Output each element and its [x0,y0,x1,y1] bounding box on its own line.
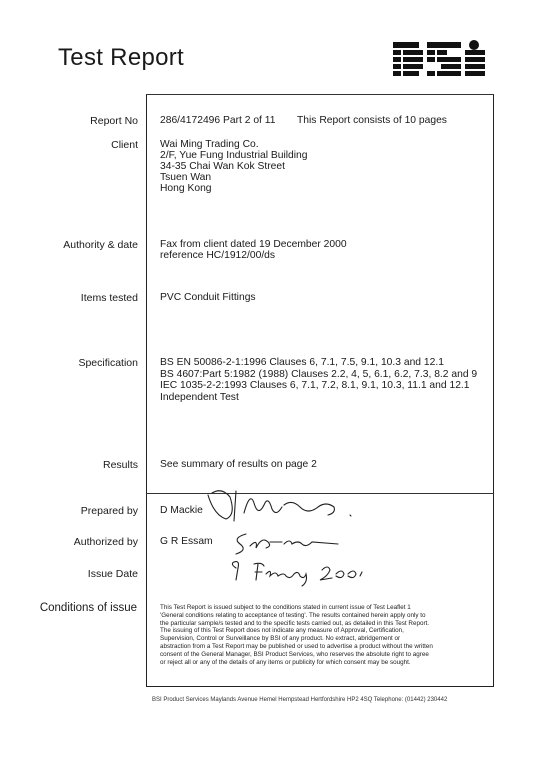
items-tested-label: Items tested [80,292,138,304]
spec-line: BS EN 50086-2-1:1996 Clauses 6, 7.1, 7.5, 9.1, 10.3 and 12.1 [160,357,444,368]
report-no-label: Report No [90,115,138,127]
results-label: Results [102,459,138,471]
conditions-line: Supervision, Control or Surveillance by BSI of any product. No extract, abridgement or [160,635,401,643]
footer-address: BSI Product Services Maylands Avenue Hemel Hempstead Hertfordshire HP2 4SQ Telephone: (01442) 230442 [152,697,448,703]
conditions-line: 'General conditions relating to acceptance of testing'. The results contained herein apply only to [160,611,426,619]
client-line: Wai Ming Trading Co. [160,139,259,150]
prepared-by-label: Prepared by [80,505,138,517]
client-address [160,139,308,194]
authority-line: reference HC/1912/00/ds [160,250,276,261]
prepared-by-name: D Mackie [160,505,203,516]
spec-line: Independent Test [160,391,239,403]
signature-mackie [200,485,380,527]
conditions-label: Conditions of issue [39,602,137,614]
client-label: Client [111,139,138,151]
client-line: Hong Kong [160,183,212,194]
client-line: 2/F, Yue Fung Industrial Building [160,150,308,161]
conditions-line: The issuing of this Test Report does not indicate any measure of Approval, Certification, [160,627,404,635]
conditions-line: consent of the General Manager, BSI Product Services, who reserves the absolute right to agree [160,650,429,658]
authority-line: Fax from client dated 19 December 2000 [160,239,347,250]
frame-bottom-border [146,686,494,687]
conditions-line: This Test Report is issued subject to the conditions stated in current issue of Test Leaflet 1 [160,604,411,611]
conditions-line: abstraction from a Test Report may be published or used to advertise a product without the written [160,642,433,650]
issue-date-label: Issue Date [87,568,138,580]
bsi-logo [393,38,489,78]
client-line: Tsuen Wan [160,172,212,183]
frame-left-border [146,94,147,686]
authorized-by-label: Authorized by [73,536,138,548]
specification-value [160,357,477,403]
divider-top [146,94,494,95]
page-title: Test Report [58,44,185,71]
conditions-text [160,604,486,666]
authority-label: Authority & date [63,239,138,251]
report-no-value: 286/4172496 Part 2 of 11 [160,115,276,126]
page-count-note: This Report consists of 10 pages [297,115,447,126]
spec-line: IEC 1035-2-2:1993 Clauses 6, 7.1, 7.2, 8.1, 9.1, 10.3, 11.1 and 12.1 [160,380,470,391]
client-line: 34-35 Chai Wan Kok Street [160,161,285,172]
issue-date-handwritten [228,558,378,588]
conditions-line: the particular sample/s tested and to the specific tests carried out, as detailed in this Test Report. [160,619,430,627]
authorized-by-name: G R Essam [160,536,213,547]
frame-right-border [493,94,494,686]
results-value: See summary of results on page 2 [160,459,317,470]
spec-line: BS 4607:Part 5:1982 (1988) Clauses 2.2, 4, 5, 6.1, 6.2, 7.3, 8.2 and 9 [160,368,478,380]
specification-label: Specification [78,357,138,369]
signature-essam [228,528,348,558]
conditions-line: or reject all or any of the details of any items or publicity for which consent may be sought. [160,658,411,666]
authority-value [160,239,347,261]
items-tested-value: PVC Conduit Fittings [160,292,256,303]
